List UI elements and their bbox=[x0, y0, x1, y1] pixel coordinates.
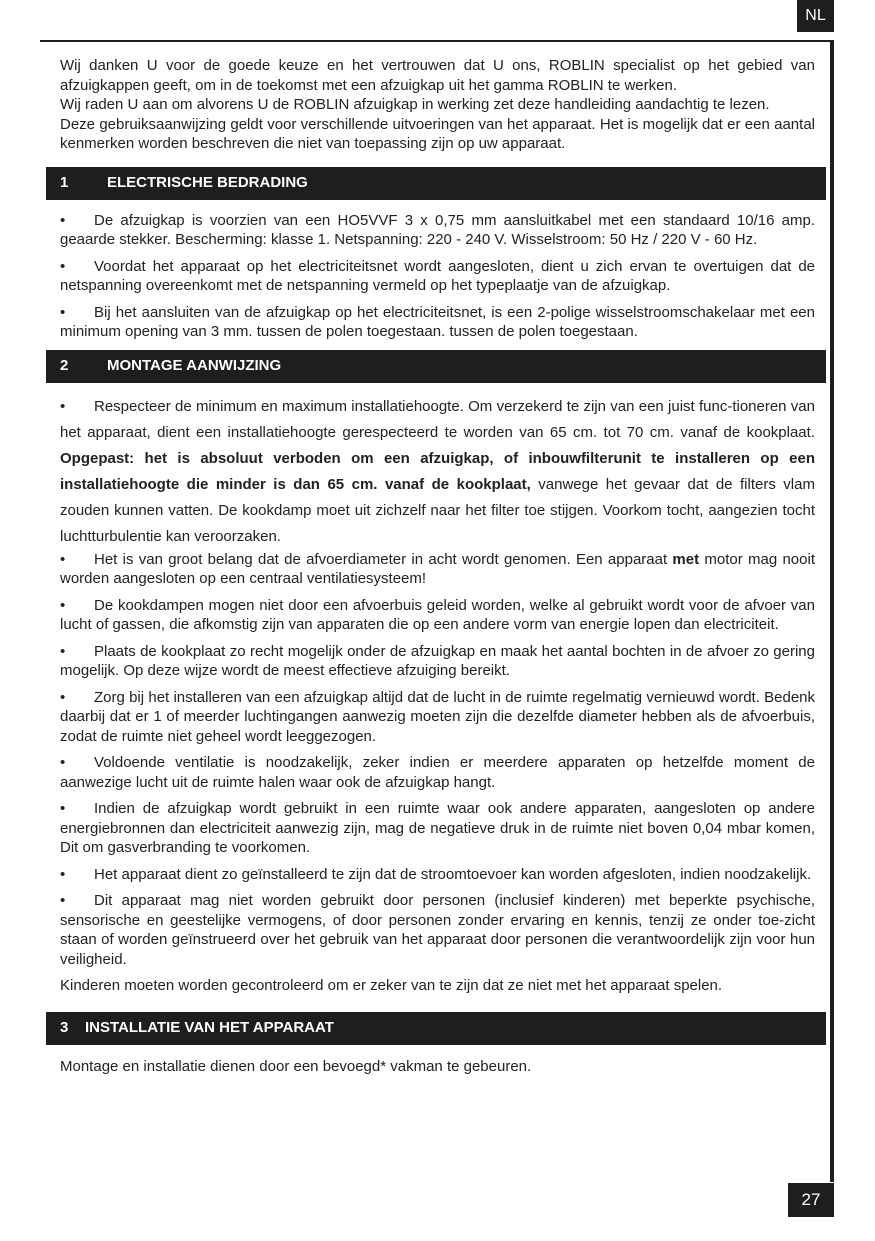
bullet-glyph: • bbox=[60, 257, 66, 275]
page-number: 27 bbox=[788, 1183, 834, 1217]
bullet-glyph: • bbox=[60, 596, 66, 614]
bullet-glyph: • bbox=[60, 800, 66, 817]
page-content bbox=[60, 56, 815, 1076]
section-header-3 bbox=[46, 1012, 826, 1045]
list-item-text: Zorg bij het installeren van een afzuigkap altijd dat de lucht in de ruimte regelmatig vernieuwd wordt. Bedenk daarbij dat er 1 of meerder luchtingangen aanwezig moeten zijn die dezelfde diameter hebben als de afvoerbuis, zodat de ruimte niet geheel wordt leeggezogen. bbox=[60, 688, 815, 745]
language-tab: NL bbox=[797, 0, 834, 32]
list-item bbox=[60, 688, 815, 747]
list-item bbox=[60, 753, 815, 792]
emphasis-text: met bbox=[672, 550, 700, 568]
list-item bbox=[60, 891, 815, 969]
list-item-text: Plaats de kookplaat zo recht mogelijk onder de afzuigkap en maak het aantal bochten in de afvoer zo gering mogelijk. Op deze wijze wordt de meest effectieve afzuiging bereikt. bbox=[60, 642, 815, 679]
list-item-text: Respecteer de minimum en maximum installatiehoogte. Om verzekerd te zijn van een juist func-tioneren van het apparaat, dient een installatiehoogte gerespecteerd te worden van 65 cm. tot 70 cm. vanaf de kookplaat. bbox=[60, 397, 815, 441]
list-item-text: Indien de afzuigkap wordt gebruikt in een ruimte waar ook andere apparaten, aangesloten op andere energiebronnen dan electriciteit aanwezig zijn, mag de negatieve druk in de ruimte niet boven 0,04 mbar komen, Dit om gasverbranding te voorkomen. bbox=[60, 800, 815, 856]
section-3-text: Montage en installatie dienen door een bevoegd* vakman te gebeuren. bbox=[60, 1057, 532, 1075]
list-item-text: Voldoende ventilatie is noodzakelijk, zeker indien er meerdere apparaten op hetzelfde moment de aanwezige lucht uit de ruimte halen waar ook de afzuigkap hangt. bbox=[60, 754, 815, 791]
bullet-glyph: • bbox=[60, 303, 66, 321]
bullet-glyph: • bbox=[60, 397, 66, 415]
section-header-1 bbox=[46, 167, 826, 200]
list-item-text: vanwege het gevaar dat de filters vlam zouden kunnen vatten. De kookdamp moet uit zichzelf naar het filter toe stijgen. Voorkom tocht, aangezien tocht luchtturbulentie kan veroorzaken. bbox=[60, 475, 815, 545]
section-number: 2 bbox=[60, 357, 69, 375]
list-item-text: Het apparaat dient zo geïnstalleerd te zijn dat de stroomtoevoer kan worden afgesloten, indien noodzakelijk. bbox=[94, 865, 812, 883]
list-item bbox=[60, 550, 815, 589]
list-item-text: Voordat het apparaat op het electriciteitsnet wordt aangesloten, dient u zich ervan te overtuigen dat de netspanning overeenkomt met de netspanning vermeld op het typeplaatje van de afzuigkap. bbox=[60, 257, 815, 294]
intro-paragraph: Deze gebruiksaanwijzing geldt voor verschillende uitvoeringen van het apparaat. Het is mogelijk dat er een aantal kenmerken worden beschreven die niet van toepassing zijn op uw apparaat. bbox=[60, 115, 815, 152]
right-border-rule bbox=[830, 40, 834, 1182]
list-item bbox=[60, 642, 815, 681]
closing-paragraph: Kinderen moeten worden gecontroleerd om er zeker van te zijn dat ze niet met het apparaat spelen. bbox=[60, 977, 723, 994]
bullet-glyph: • bbox=[60, 211, 66, 229]
list-item bbox=[60, 596, 815, 635]
list-item bbox=[60, 865, 815, 885]
list-item bbox=[60, 211, 815, 250]
list-item-text: Dit apparaat mag niet worden gebruikt door personen (inclusief kinderen) met beperkte psychische, sensorische en geestelijke vermogens, of door personen zonder ervaring en kennis, tenzij ze onder toe-zicht staan of worden geïnstrueerd over het gebruik van het apparaat door personen die verantwoordelijk zijn voor hun veiligheid. bbox=[60, 892, 815, 968]
section-2-body bbox=[60, 394, 815, 996]
intro-paragraph: Wij raden U aan om alvorens U de ROBLIN afzuigkap in werking zet deze handleiding aandachtig te lezen. bbox=[60, 96, 770, 113]
section-number: 3 bbox=[60, 1019, 69, 1037]
list-item bbox=[60, 799, 815, 858]
list-item-text: Het is van groot belang dat de afvoerdiameter in acht wordt genomen. Een apparaat bbox=[94, 550, 673, 568]
bullet-glyph: • bbox=[60, 688, 66, 706]
bullet-glyph: • bbox=[60, 892, 66, 909]
list-item bbox=[60, 257, 815, 296]
list-item-text: De afzuigkap is voorzien van een HO5VVF 3 x 0,75 mm aansluitkabel met een standaard 10/16 amp. geaarde stekker. Bescherming: klasse 1. Netspanning: 220 - 240 V. Wisselstroom: 50 Hz / 220 V - 60 Hz. bbox=[60, 211, 815, 248]
list-item-text: motor mag nooit worden aangesloten op een centraal ventilatiesysteem! bbox=[60, 550, 815, 587]
list-item bbox=[60, 394, 815, 550]
section-title: ELECTRISCHE BEDRADING bbox=[107, 174, 308, 192]
section-title: INSTALLATIE VAN HET APPARAAT bbox=[85, 1019, 334, 1037]
list-item bbox=[60, 303, 815, 342]
section-header-2 bbox=[46, 350, 826, 383]
list-item-text: De kookdampen mogen niet door een afvoerbuis geleid worden, welke al gebruikt wordt voor de afvoer van lucht of gassen, die afkomstig zijn van apparaten die op een andere vorm van energie lopen dan electriciteit. bbox=[60, 596, 815, 633]
list-item-text: Bij het aansluiten van de afzuigkap op het electriciteitsnet, is een 2-polige wisselstroomschakelaar met een minimum opening van 3 mm. tussen de polen toegestaan. tussen de polen toegestaan. bbox=[60, 303, 815, 340]
intro-paragraph: Wij danken U voor de goede keuze en het vertrouwen dat U ons, ROBLIN specialist op het gebied van afzuigkappen geeft, om in de toekomst met een afzuigkap uit het gamma ROBLIN te werken. bbox=[60, 57, 815, 94]
warning-text: Opgepast: het is absoluut verboden om een afzuigkap, of inbouwfilterunit te installeren op een installatiehoogte die minder is dan 65 cm. vanaf de kookplaat, bbox=[60, 449, 815, 493]
section-1-body bbox=[60, 211, 815, 342]
bullet-glyph: • bbox=[60, 865, 66, 883]
bullet-glyph: • bbox=[60, 550, 66, 568]
top-border-rule bbox=[40, 40, 834, 42]
section-title: MONTAGE AANWIJZING bbox=[107, 357, 282, 375]
bullet-glyph: • bbox=[60, 754, 66, 771]
intro-block bbox=[60, 56, 815, 154]
bullet-glyph: • bbox=[60, 642, 66, 660]
section-number: 1 bbox=[60, 174, 69, 192]
